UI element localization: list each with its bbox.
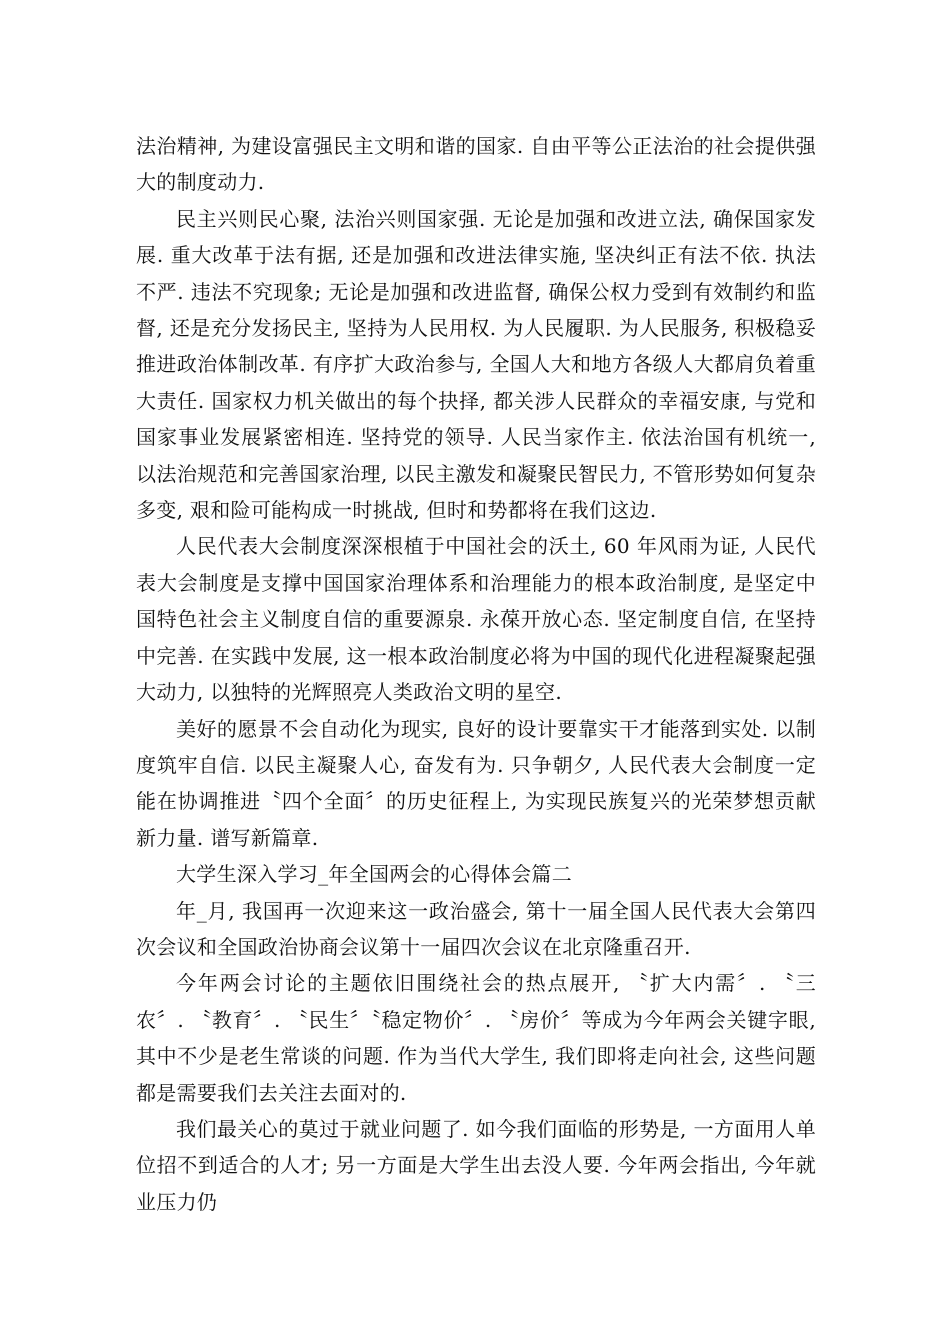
section-heading: 大学生深入学习_年全国两会的心得体会篇二: [176, 862, 572, 887]
paragraph: 民主兴则民心聚, 法治兴则国家强. 无论是加强和改进立法, 确保国家发展. 重大改革于法有据, 还是加强和改进法律实施, 坚决纠正有法不依. 执法不严. 违法不究现象; 无论是加强和改进监督, 确保公权力受到有效制约和监督, 还是充分发扬民主, 坚持为人民用权. 为人民履职. 为人民服务, 积极稳妥推进政治体制改革. 有序扩大政治参与, 全国人大和地方各级人大都肩负着重大责任. 国家权力机关做出的每个抉择, 都关涉人民群众的幸福安康, 与党和国家事业发展紧密相连. 坚持党的领导. 人民当家作主. 依法治国有机统一, 以法治规范和完善国家治理, 以民主激发和凝聚民智民力, 不管形势如何复杂多变, 艰和险可能构成一时挑战, 但时和势都将在我们这边.: [136, 206, 816, 523]
paragraph: 美好的愿景不会自动化为现实, 良好的设计要靠实干才能落到实处. 以制度筑牢自信. 以民主凝聚人心, 奋发有为. 只争朝夕, 人民代表大会制度一定能在协调推进〝四个全面〞的历史征程上, 为实现民族复兴的光荣梦想贡献新力量. 谱写新篇章.: [136, 716, 816, 850]
paragraph: 今年两会讨论的主题依旧围绕社会的热点展开, 〝扩大内需〞. 〝三农〞. 〝教育〞. 〝民生〞〝稳定物价〞. 〝房价〞等成为今年两会关键字眼, 其中不少是老生常谈的问题. 作为当代大学生, 我们即将走向社会, 这些问题都是需要我们去关注去面对的.: [136, 971, 816, 1105]
paragraph: 人民代表大会制度深深根植于中国社会的沃土, 60 年风雨为证, 人民代表大会制度是支撑中国国家治理体系和治理能力的根本政治制度, 是坚定中国特色社会主义制度自信的重要源泉. 永葆开放心态. 坚定制度自信, 在坚持中完善. 在实践中发展, 这一根本政治制度必将为中国的现代化进程凝聚起强大动力, 以独特的光辉照亮人类政治文明的星空.: [136, 534, 816, 705]
paragraph: 年_月, 我国再一次迎来这一政治盛会, 第十一届全国人民代表大会第四次会议和全国政治协商会议第十一届四次会议在北京隆重召开.: [136, 898, 816, 959]
document-body: [136, 128, 816, 1220]
paragraph: 法治精神, 为建设富强民主文明和谐的国家. 自由平等公正法治的社会提供强大的制度动力.: [136, 134, 816, 195]
paragraph: 我们最关心的莫过于就业问题了. 如今我们面临的形势是, 一方面用人单位招不到适合的人才; 另一方面是大学生出去没人要. 今年两会指出, 今年就业压力仍: [136, 1116, 816, 1214]
